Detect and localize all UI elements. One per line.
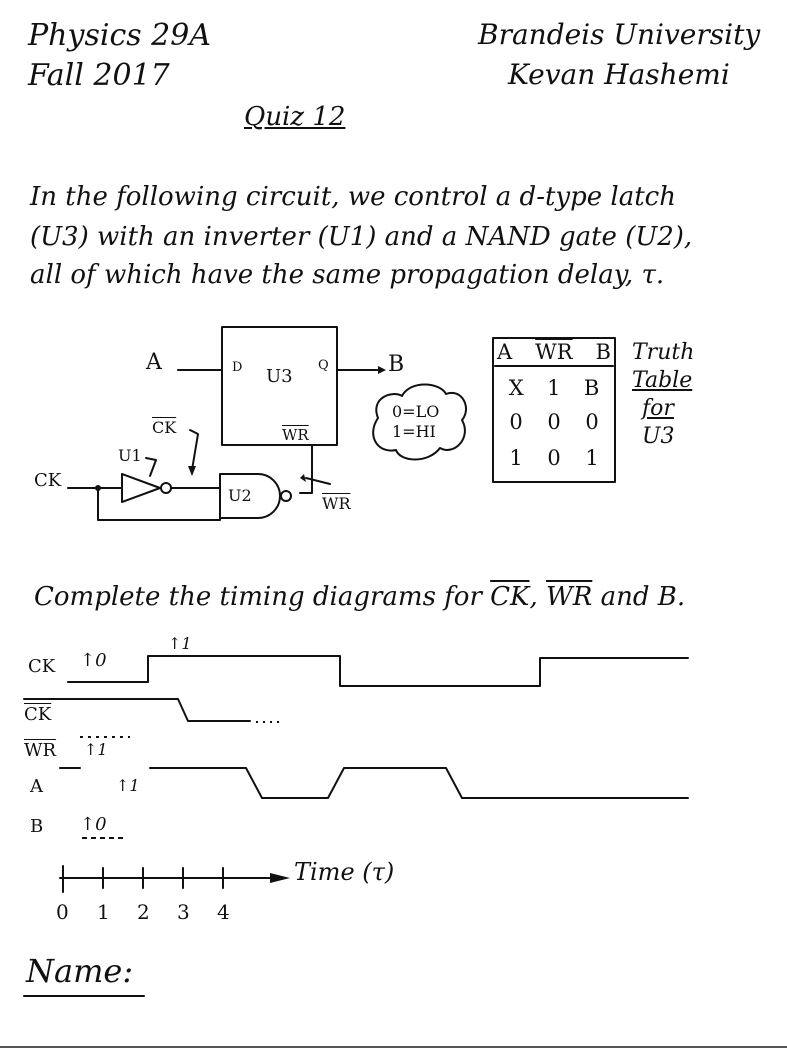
b-note: ↑0	[80, 814, 107, 835]
truth-table-caption-3: for	[642, 396, 674, 421]
ck-branch-wire	[98, 488, 220, 520]
nand-label: U2	[228, 486, 252, 505]
name-label: Name:	[26, 952, 134, 990]
legend-hi: 1=HI	[392, 422, 436, 441]
name-field[interactable]	[150, 958, 470, 998]
pin-q-label: Q	[318, 358, 329, 373]
university-name: Brandeis University	[478, 18, 761, 51]
wr-label: $\overline{WR}$	[322, 494, 351, 513]
pin-wr-label: $\overline{WR}$	[282, 426, 309, 444]
truth-table	[497, 340, 611, 478]
question-line-2: (U3) with an inverter (U1) and a NAND gate (U2),	[30, 222, 693, 252]
ckbar-pointer	[190, 430, 198, 470]
signal-a-label: A	[30, 776, 43, 797]
tick-label-0: 0	[56, 900, 69, 924]
inverter-u1	[122, 474, 160, 502]
page-bottom-edge	[0, 1046, 787, 1048]
output-b-label: B	[388, 352, 405, 377]
ck-waveform	[68, 656, 688, 686]
ck-start-note: ↑0	[80, 650, 107, 671]
timing-instruction: Complete the timing diagrams for $\overline{CK}$, $\overline{WR}$ and B.	[34, 582, 686, 612]
truth-table-header	[497, 340, 611, 366]
nand-bubble	[281, 491, 291, 501]
input-a-label: A	[146, 350, 162, 375]
ckbar-label: $\overline{CK}$	[152, 418, 177, 437]
ck-input-label: CK	[34, 470, 62, 491]
tick-label-4: 4	[217, 900, 230, 924]
ck-edge-note: ↑1	[168, 634, 192, 653]
course-term: Fall 2017	[28, 58, 170, 93]
pin-d-label: D	[232, 360, 243, 375]
quiz-title: Quiz 12	[244, 102, 346, 132]
col-b-header: B	[595, 340, 611, 364]
signal-ck-label: CK	[28, 656, 56, 677]
col-a-header: A	[497, 340, 513, 364]
question-line-1: In the following circuit, we control a d-type latch	[30, 182, 676, 212]
truth-table-row: 1 0 1	[509, 446, 599, 470]
time-axis-label: Time (τ)	[294, 858, 395, 886]
tick-label-3: 3	[177, 900, 190, 924]
question-line-3: all of which have the same propagation delay, τ.	[30, 260, 665, 290]
signal-ckbar-label: $\overline{CK}$	[24, 704, 52, 725]
inverter-label: U1	[118, 446, 142, 465]
a-waveform	[150, 768, 688, 798]
output-arrow	[378, 366, 386, 374]
truth-table-row: X 1 B	[508, 376, 600, 400]
latch-name: U3	[266, 366, 293, 387]
truth-table-caption-1: Truth	[632, 340, 695, 365]
time-axis-arrow	[270, 873, 290, 883]
truth-table-row: 0 0 0	[509, 410, 599, 434]
truth-table-caption-2: Table	[632, 368, 693, 393]
signal-b-label: B	[30, 816, 44, 837]
wr-pointer	[306, 478, 330, 484]
truth-table-caption-4: U3	[642, 424, 675, 449]
u1-pointer	[146, 458, 156, 476]
wr-note: ↑1	[84, 740, 108, 759]
wr-wire	[300, 445, 312, 493]
signal-wr-label: $\overline{WR}$	[24, 740, 57, 761]
tick-label-1: 1	[97, 900, 110, 924]
inverter-bubble	[161, 483, 171, 493]
tick-label-2: 2	[137, 900, 150, 924]
col-wr-header: $\overline{WR}$	[535, 340, 573, 364]
legend-lo: 0=LO	[392, 402, 440, 421]
ckbar-waveform	[24, 699, 250, 721]
course-name: Physics 29A	[28, 18, 212, 53]
a-note: ↑1	[116, 776, 140, 795]
instructor-name: Kevan Hashemi	[508, 58, 730, 91]
